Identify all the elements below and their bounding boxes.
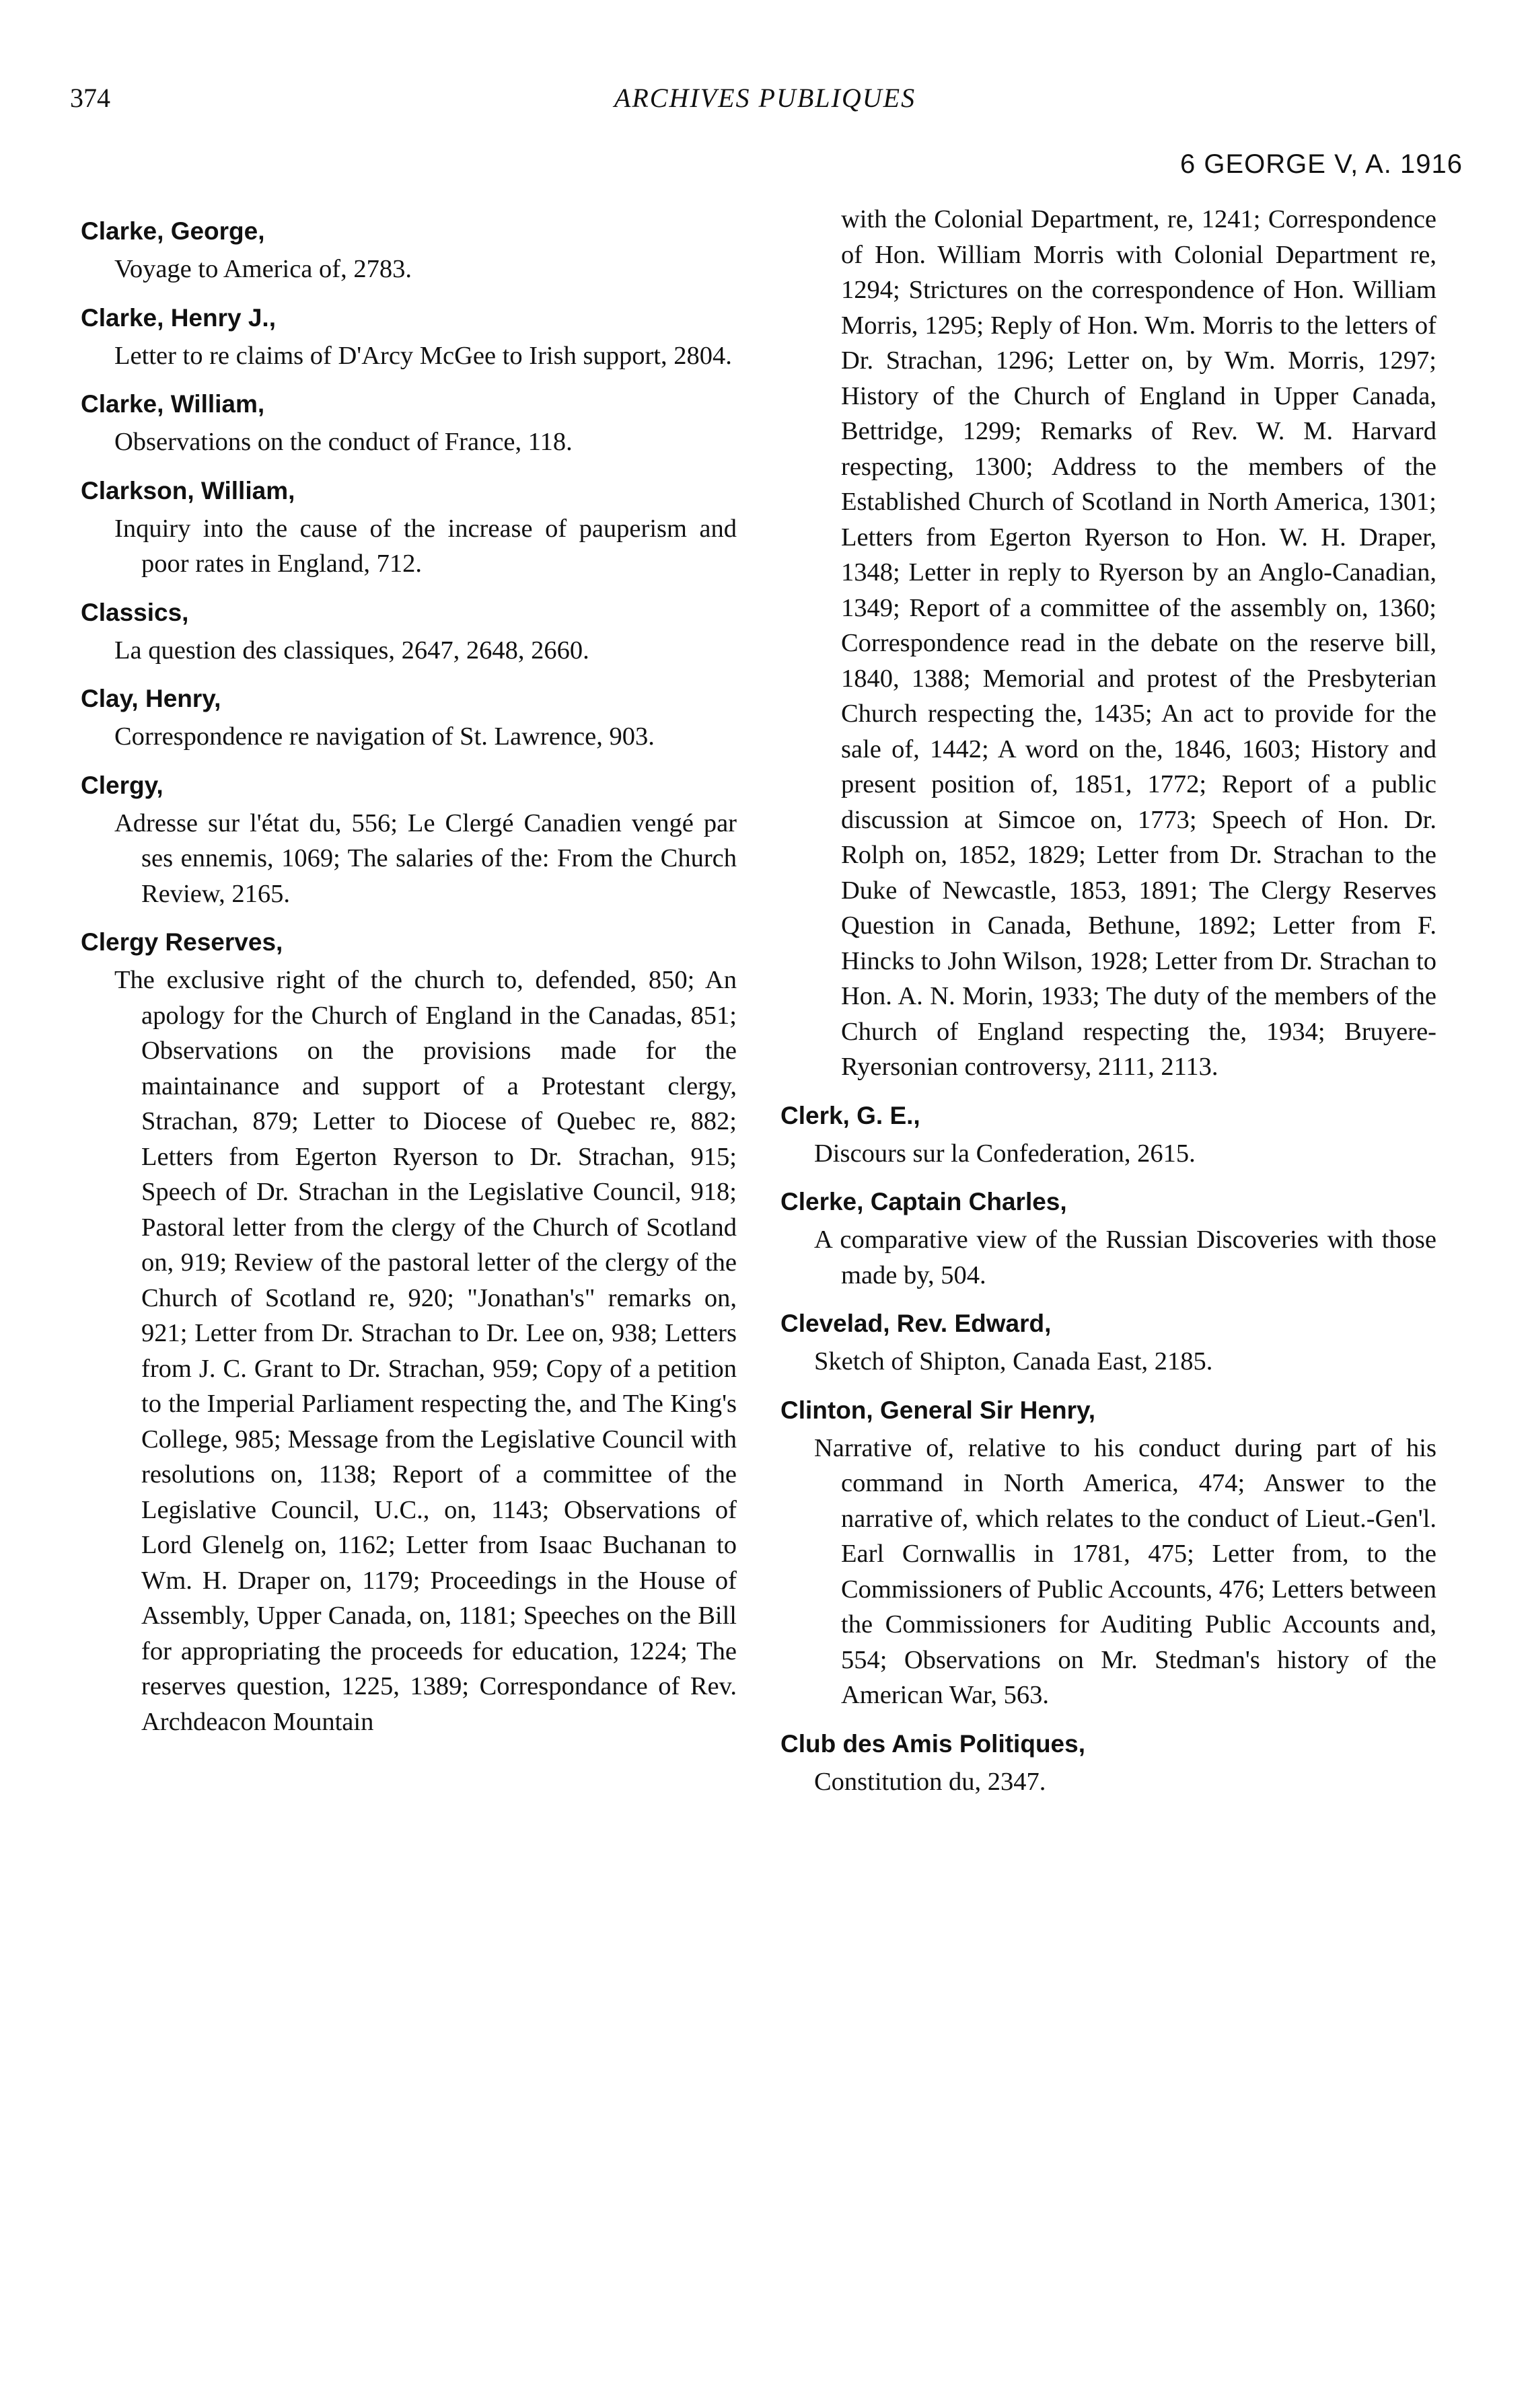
entry-text: Correspondence re navigation of St. Lawrence, 903.	[114, 722, 655, 751]
entry-text: The exclusive right of the church to, defended, 850; An apology for the Church of England in the Canadas, 851; Observations on the provisions made for the maintainance and support of a Protestant clergy, Strachan, 879; Letter to Diocese of Quebec re, 882; Letters from Egerton Ryerson to Dr. Strachan, 915; Speech of Dr. Strachan in the Legislative Council, 918; Pastoral letter from the clergy of the Church of Scotland on, 919; Review of the pastoral letter of the clergy of the Church of Scotland re, 920; "Jonathan's" remarks on, 921; Letter from Dr. Strachan to Dr. Lee on, 938; Letters from J. C. Grant to Dr. Strachan, 959; Copy of a petition to the Imperial Parliament respecting the, and The King's College, 985; Message from the Legislative Council with resolutions on, 1138; Report of a committee of the Legislative Council, U.C., on, 1143; Observations of Lord Glenelg on, 1162; Letter from Isaac Buchanan to Wm. H. Draper on, 1179; Proceedings in the House of Assembly, Upper Canada, on, 1181; Speeches on the Bill for appropriating the proceeds for education, 1224; The reserves question, 1225, 1389; Correspondance of Rev. Archdeacon Mountain	[114, 966, 737, 1736]
entry-heading: Classics,	[81, 598, 189, 626]
index-entry	[81, 301, 737, 374]
entry-heading: Club des Amis Politiques,	[780, 1729, 1085, 1758]
index-entry	[81, 925, 737, 1739]
index-entry	[81, 214, 737, 287]
index-entry	[81, 474, 737, 582]
index-entry	[780, 1727, 1436, 1800]
entry-heading: Clarkson, William,	[81, 476, 295, 504]
entry-text: Constitution du, 2347.	[814, 1767, 1046, 1796]
entry-heading: Clarke, Henry J.,	[81, 303, 276, 332]
entry-text: Adresse sur l'état du, 556; Le Clergé Canadien vengé par ses ennemis, 1069; The salaries of the: From the Church Review, 2165.	[114, 808, 737, 908]
index-entry	[81, 387, 737, 460]
entry-text: Observations on the conduct of France, 118.	[114, 428, 573, 456]
entry-heading: Clerk, G. E.,	[780, 1101, 920, 1129]
entry-text: Inquiry into the cause of the increase of pauperism and poor rates in England, 712.	[114, 514, 737, 578]
entry-heading: Clarke, William,	[81, 390, 265, 418]
entry-text: A comparative view of the Russian Discoveries with those made by, 504.	[814, 1226, 1436, 1289]
entry-heading: Clinton, General Sir Henry,	[780, 1396, 1096, 1424]
entry-heading: Clarke, George,	[81, 217, 265, 245]
entry-text: Sketch of Shipton, Canada East, 2185.	[814, 1347, 1213, 1376]
index-entry	[780, 1306, 1436, 1380]
entry-heading: Clergy,	[81, 771, 163, 799]
entry-heading: Clevelad, Rev. Edward,	[780, 1310, 1052, 1337]
session-label: 6 GEORGE V, A. 1916	[1180, 149, 1463, 179]
entry-heading: Clay, Henry,	[81, 685, 221, 712]
page-number: 374	[70, 83, 110, 113]
index-entry-continuation	[780, 202, 1436, 1085]
right-column	[780, 202, 1436, 1813]
entry-text: Discours sur la Confederation, 2615.	[814, 1139, 1196, 1168]
entry-text: La question des classiques, 2647, 2648, 2660.	[114, 636, 589, 665]
index-entry	[81, 595, 737, 669]
running-title: ARCHIVES PUBLIQUES	[614, 83, 916, 113]
index-entry	[81, 681, 737, 755]
entry-text: Voyage to America of, 2783.	[114, 255, 412, 283]
index-entry	[81, 768, 737, 912]
index-entry	[780, 1184, 1436, 1293]
entry-text: Narrative of, relative to his conduct during part of his command in North America, 474; Answer to the narrative of, which relates to the conduct of Lieut.-Gen'l. Earl Cornwallis in 1781, 475; Letter from, to the Commissioners of Public Accounts, 476; Letters between the Commissioners for Auditing Public Accounts and, 554; Observations on Mr. Stedman's history of the American War, 563.	[814, 1433, 1436, 1709]
left-column	[81, 214, 737, 1753]
entry-heading: Clerke, Captain Charles,	[780, 1188, 1067, 1215]
entry-heading: Clergy Reserves,	[81, 928, 283, 956]
index-entry	[780, 1098, 1436, 1172]
index-entry	[780, 1393, 1436, 1713]
entry-text-continued: with the Colonial Department, re, 1241; Correspondence of Hon. William Morris with Colonial Department re, 1294; Strictures on the correspondence of Hon. William Morris, 1295; Reply of Hon. Wm. Morris to the letters of Dr. Strachan, 1296; Letter on, by Wm. Morris, 1297; History of the Church of England in Upper Canada, Bettridge, 1299; Remarks of Rev. W. M. Harvard respecting, 1300; Address to the members of the Established Church of Scotland in North America, 1301; Letters from Egerton Ryerson to Hon. W. H. Draper, 1348; Letter in reply to Ryerson by an Anglo-Canadian, 1349; Report of a committee of the assembly on, 1360; Correspondence read in the debate on the reserve bill, 1840, 1388; Memorial and protest of the Presbyterian Church respecting the, 1435; An act to provide for the sale of, 1442; A word on the, 1846, 1603; History and present position of, 1851, 1772; Report of a public discussion at Simcoe on, 1773; Speech of Hon. Dr. Rolph on, 1852, 1829; Letter from Dr. Strachan to the Duke of Newcastle, 1853, 1891; The Clergy Reserves Question in Canada, Bethune, 1892; Letter from F. Hincks to John Wilson, 1928; Letter from Dr. Strachan to Hon. A. N. Morin, 1933; The duty of the members of the Church of England respecting the, 1934; Bruyere-Ryersonian controversy, 2111, 2113.	[841, 205, 1436, 1081]
entry-text: Letter to re claims of D'Arcy McGee to Irish support, 2804.	[114, 341, 732, 370]
